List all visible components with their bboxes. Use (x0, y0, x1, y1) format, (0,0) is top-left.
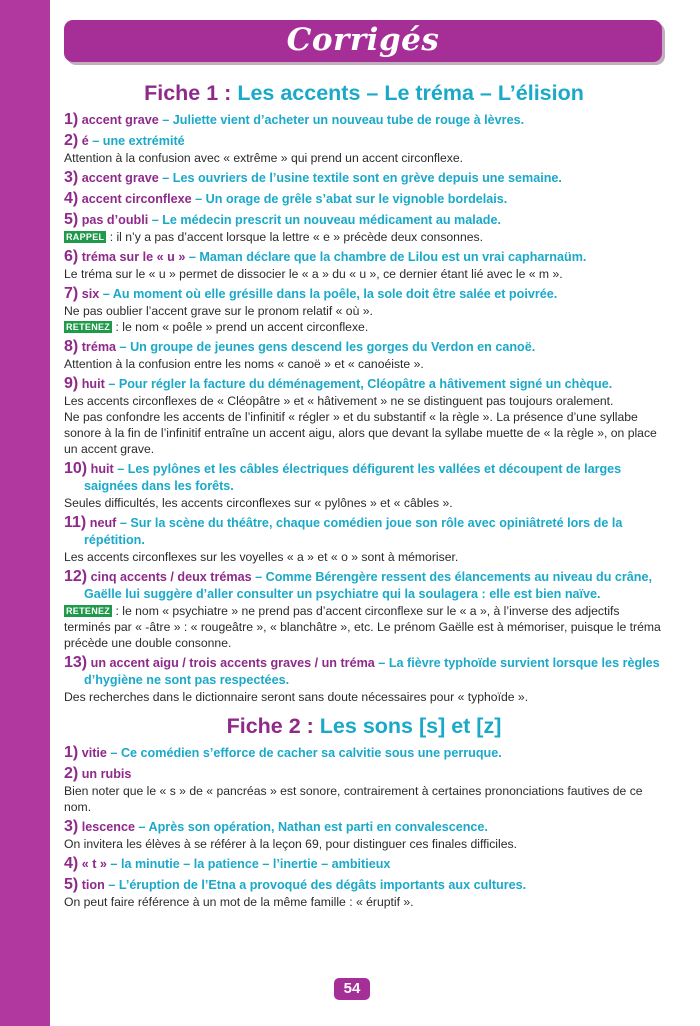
answer-item (64, 654, 664, 689)
item-separator: – (106, 857, 121, 871)
item-sentence: La fièvre typhoïde survient lorsque les règles d’hygiène ne sont pas respectées. (84, 656, 660, 687)
answer-content (64, 78, 664, 910)
item-sentence: Les ouvriers de l’usine textile sont en grève depuis une semaine. (172, 171, 562, 185)
answer-item (64, 765, 664, 783)
item-separator: – (104, 377, 119, 391)
note-text: Des recherches dans le dictionnaire seront sans doute nécessaires pour « typhoïde ». (64, 690, 529, 704)
item-sentence: L’éruption de l’Etna a provoqué des dégâts importants aux cultures. (118, 878, 527, 892)
note-text: Les accents circonflexes sur les voyelles « a » et « o » sont à mémoriser. (64, 550, 459, 564)
answer-item (64, 375, 664, 393)
item-number: 4) (64, 855, 79, 872)
item-answer: lescence (81, 820, 135, 834)
item-answer: huit (81, 377, 105, 391)
note-text: On invitera les élèves à se référer à la leçon 69, pour distinguer ces finales difficiles. (64, 837, 517, 851)
fiche2-number: Fiche 2 : (226, 714, 314, 738)
item-note (64, 393, 664, 409)
item-separator: – (148, 213, 163, 227)
item-separator: – (185, 250, 200, 264)
answer-item (64, 855, 664, 873)
fiche1-number: Fiche 1 : (144, 81, 232, 105)
item-sentence: Un groupe de jeunes gens descend les gorges du Verdon en canoë. (130, 340, 536, 354)
item-number: 5) (64, 211, 79, 228)
item-sentence: Un orage de grêle s’abat sur le vignoble bordelais. (205, 192, 508, 206)
item-answer: « t » (81, 857, 107, 871)
item-note (64, 783, 664, 815)
item-answer: tion (81, 878, 105, 892)
item-separator: – (134, 820, 149, 834)
item-number: 9) (64, 375, 79, 392)
left-margin-band (0, 0, 50, 1026)
item-note (64, 836, 664, 852)
item-sentence: Pour régler la facture du déménagement, Cléopâtre a hâtivement signé un chèque. (118, 377, 613, 391)
answer-item (64, 876, 664, 894)
item-separator: – (158, 171, 173, 185)
item-note (64, 603, 664, 651)
item-answer: accent grave (81, 113, 159, 127)
item-answer: huit (90, 462, 114, 476)
item-separator: – (113, 462, 128, 476)
item-sentence: Après son opération, Nathan est parti en convalescence. (148, 820, 488, 834)
item-separator: – (374, 656, 389, 670)
item-answer: é (81, 134, 89, 148)
item-separator: – (99, 287, 113, 301)
item-number: 6) (64, 248, 79, 265)
item-number: 1) (64, 744, 79, 761)
item-note (64, 150, 664, 166)
item-note (64, 894, 664, 910)
item-number: 10) (64, 460, 88, 477)
answer-item (64, 211, 664, 229)
note-text: : le nom « poêle » prend un accent circonflexe. (112, 320, 369, 334)
item-number: 4) (64, 190, 79, 207)
item-separator: – (251, 570, 266, 584)
item-number: 5) (64, 876, 79, 893)
fiche2-title: Les sons [s] et [z] (319, 714, 502, 738)
item-note (64, 319, 664, 335)
item-sentence: Sur la scène du théâtre, chaque comédien joue son rôle avec opiniâtreté lors de la répétition. (84, 516, 623, 547)
item-separator: – (191, 192, 206, 206)
item-note (64, 495, 664, 511)
note-text: Seules difficultés, les accents circonflexes sur « pylônes » et « câbles ». (64, 496, 453, 510)
item-separator: – (158, 113, 173, 127)
answer-item (64, 111, 664, 129)
item-separator: – (116, 340, 131, 354)
fiche1-title: Les accents – Le tréma – L’élision (237, 81, 584, 105)
item-number: 13) (64, 654, 88, 671)
item-number: 1) (64, 111, 79, 128)
note-text: Ne pas oublier l’accent grave sur le pronom relatif « où ». (64, 304, 373, 318)
item-answer: un rubis (81, 767, 132, 781)
note-text: Le tréma sur le « u » permet de dissocier le « a » du « u », ce dernier étant lié avec le « m ». (64, 267, 563, 281)
item-answer: tréma (81, 340, 117, 354)
answer-item (64, 818, 664, 836)
item-answer: neuf (89, 516, 117, 530)
note-tag: RAPPEL (66, 232, 105, 242)
note-text: Attention à la confusion avec « extrême » qui prend un accent circonflexe. (64, 151, 464, 165)
item-sentence: une extrémité (102, 134, 185, 148)
note-text: Bien noter que le « s » de « pancréas » est sonore, contrairement à certaines prononciations fautives de ce nom. (64, 784, 643, 814)
item-sentence: Maman déclare que la chambre de Lilou est un vrai capharnaüm. (199, 250, 587, 264)
item-answer: tréma sur le « u » (81, 250, 186, 264)
answer-item (64, 190, 664, 208)
page-title: Corrigés (286, 22, 440, 58)
note-text: : le nom « psychiatre » ne prend pas d’accent circonflexe sur le « a », à l’inverse des adjectifs terminés par « -âtre » : « rougeâtre », « blanchâtre », etc. Le prénom Gaëlle est à mémoriser, puisque le tréma précède une double consonne. (64, 604, 661, 650)
item-sentence: Au moment où elle grésille dans la poêle, la sole doit être salée et poivrée. (112, 287, 558, 301)
item-sentence: Ce comédien s’efforce de cacher sa calvitie sous une perruque. (120, 746, 502, 760)
answer-item (64, 460, 664, 495)
item-note (64, 409, 664, 457)
item-answer: accent circonflexe (81, 192, 192, 206)
fiche1-answer-list (64, 111, 664, 705)
item-separator: – (88, 134, 103, 148)
answer-item (64, 338, 664, 356)
answer-item (64, 568, 664, 603)
note-text: Attention à la confusion entre les noms « canoë » et « canoéiste ». (64, 357, 424, 371)
item-number: 8) (64, 338, 79, 355)
item-sentence: Le médecin prescrit un nouveau médicament au malade. (162, 213, 501, 227)
answer-item (64, 514, 664, 549)
fiche1-heading (64, 78, 664, 108)
note-tag: RETENEZ (66, 606, 111, 616)
item-number: 3) (64, 818, 79, 835)
note-text: Ne pas confondre les accents de l’infinitif « régler » et du substantif « la règle ». La présence d’une syllabe sonore à la fin de l’infinitif entraîne un accent aigu, alors que devant la syllabe muette de « la règle », on place un accent grave. (64, 410, 657, 456)
item-answer: accent grave (81, 171, 159, 185)
item-answer: cinq accents / deux trémas (90, 570, 252, 584)
item-note (64, 689, 664, 705)
item-sentence: Comme Bérengère ressent des élancements au niveau du crâne, Gaëlle lui suggère d’aller consulter un psychiatre qui la soulagera : elle est bien naïve. (84, 570, 653, 601)
header-banner (64, 20, 662, 62)
item-sentence: Les pylônes et les câbles électriques défigurent les vallées et découpent de larges saignées dans les forêts. (84, 462, 622, 493)
item-note (64, 303, 664, 319)
item-sentence: Juliette vient d’acheter un nouveau tube de rouge à lèvres. (172, 113, 525, 127)
item-note (64, 266, 664, 282)
item-note (64, 356, 664, 372)
note-text: On peut faire référence à un mot de la même famille : « éruptif ». (64, 895, 414, 909)
item-number: 2) (64, 765, 79, 782)
answer-item (64, 248, 664, 266)
item-sentence: la minutie – la patience – l’inertie – ambitieux (120, 857, 391, 871)
answer-item (64, 132, 664, 150)
answer-item (64, 744, 664, 762)
item-answer: un accent aigu / trois accents graves / un tréma (90, 656, 375, 670)
answer-item (64, 285, 664, 303)
item-answer: vitie (81, 746, 107, 760)
note-text: Les accents circonflexes de « Cléopâtre » et « hâtivement » ne se distinguent pas toujours oralement. (64, 394, 614, 408)
item-number: 2) (64, 132, 79, 149)
item-answer: pas d’oubli (81, 213, 149, 227)
item-separator: – (116, 516, 131, 530)
answer-item (64, 169, 664, 187)
item-note (64, 229, 664, 245)
item-answer: six (81, 287, 100, 301)
item-number: 11) (64, 514, 87, 531)
item-number: 7) (64, 285, 79, 302)
page-number: 54 (334, 978, 370, 1000)
item-note (64, 549, 664, 565)
note-text: : il n’y a pas d’accent lorsque la lettre « e » précède deux consonnes. (106, 230, 484, 244)
item-separator: – (106, 746, 121, 760)
item-separator: – (104, 878, 119, 892)
item-number: 12) (64, 568, 88, 585)
item-number: 3) (64, 169, 79, 186)
fiche2-answer-list (64, 744, 664, 910)
fiche2-heading (64, 711, 664, 741)
note-tag: RETENEZ (66, 322, 111, 332)
